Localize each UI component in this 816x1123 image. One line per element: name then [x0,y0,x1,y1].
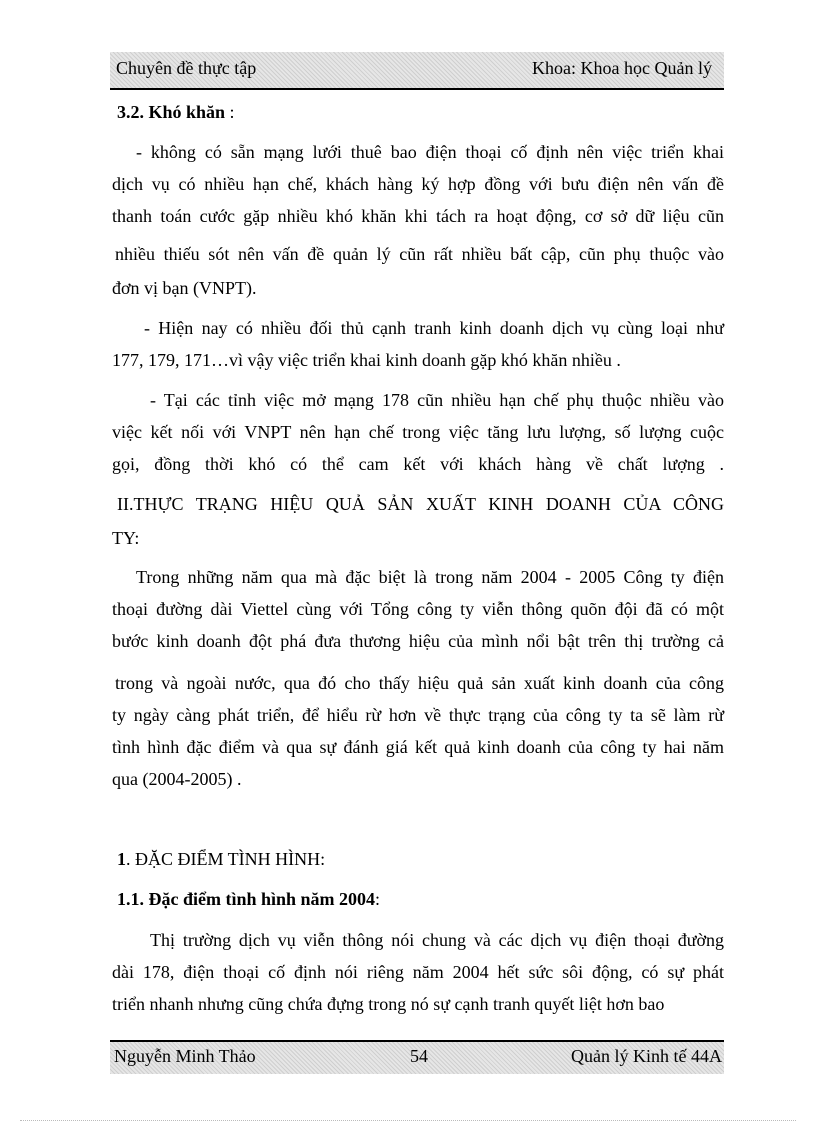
para-3-2-1-line-3: thanh toán cước gặp nhiều khó khăn khi tách ra hoạt động, cơ sở dữ liệu cũn [112,206,724,226]
para-II-line-3: bước kinh doanh đột phá đưa thương hiệu của mình nổi bật trên thị trường cả [112,631,724,651]
header-left: Chuyên đề thực tập [116,58,257,78]
header-right: Khoa: Khoa học Quản lý [532,58,712,78]
para-1-1-line-3: triển nhanh nhưng cũng chứa đựng trong nó sự cạnh tranh quyết liệt hơn bao [112,994,665,1014]
para-II-line-2: thoại đường dài Viettel cùng với Tổng công ty viễn thông quõn đội đã có một [112,599,724,619]
footer-author: Nguyễn Minh Thảo [114,1046,256,1066]
para-3-2-1-line-1: - không có sẵn mạng lưới thuê bao điện thoại cố định nên việc triển khai [136,142,724,162]
para-1-1-line-1: Thị trường dịch vụ viễn thông nói chung và các dịch vụ điện thoại đường [150,930,724,950]
para-3-2-1-line-4: nhiều thiếu sót nên vấn đề quản lý cũn rất nhiều bất cập, cũn phụ thuộc vào [115,244,724,264]
para-3-2-3-line-1: - Tại các tỉnh việc mở mạng 178 cũn nhiều hạn chế phụ thuộc nhiều vào [150,390,724,410]
para-II-line-4: trong và ngoài nước, qua đó cho thấy hiệu quả sản xuất kinh doanh của công [115,673,724,693]
para-3-2-3-line-3: gọi, đồng thời khó có thể cam kết với khách hàng về chất lượng . [112,454,724,474]
para-3-2-1-line-5: đơn vị bạn (VNPT). [112,278,257,298]
heading-1-1: 1.1. Đặc điểm tình hình năm 2004: [117,889,381,909]
page-footer [110,1040,724,1074]
footer-page-number: 54 [410,1046,428,1066]
heading-3-2: 3.2. Khó khăn : [117,102,235,122]
para-II-line-6: tình hình đặc điểm và qua sự đánh giá kết quả kinh doanh của công ty hai năm [112,737,724,757]
page-header [110,52,724,90]
heading-II-line-1: II.THỰC TRẠNG HIỆU QUẢ SẢN XUẤT KINH DOANH CỦA CÔNG [117,494,724,514]
para-3-2-1-line-2: dịch vụ có nhiều hạn chế, khách hàng ký hợp đồng với bưu điện nên vấn đề [112,174,724,194]
para-II-line-5: ty ngày càng phát triển, để hiểu rừ hơn về thực trạng của công ty ta sẽ làm rừ [112,705,724,725]
para-II-line-1: Trong những năm qua mà đặc biệt là trong năm 2004 - 2005 Công ty điện [136,567,724,587]
para-1-1-line-2: dài 178, điện thoại cố định nói riêng năm 2004 hết sức sôi động, có sự phát [112,962,724,982]
para-3-2-3-line-2: việc kết nối với VNPT nên hạn chế trong việc tăng lưu lượng, số lượng cuộc [112,422,724,442]
para-II-line-7: qua (2004-2005) . [112,769,242,789]
heading-1: 1. ĐẶC ĐIỂM TÌNH HÌNH: [117,849,326,869]
footer-class: Quản lý Kinh tế 44A [571,1046,722,1066]
para-3-2-2-line-1: - Hiện nay có nhiều đối thủ cạnh tranh kinh doanh dịch vụ cùng loại như [144,318,724,338]
para-3-2-2-line-2: 177, 179, 171…vì vậy việc triển khai kinh doanh gặp khó khăn nhiều . [112,350,621,370]
page-bottom-divider [20,1120,796,1121]
heading-II-line-2: TY: [112,528,140,548]
